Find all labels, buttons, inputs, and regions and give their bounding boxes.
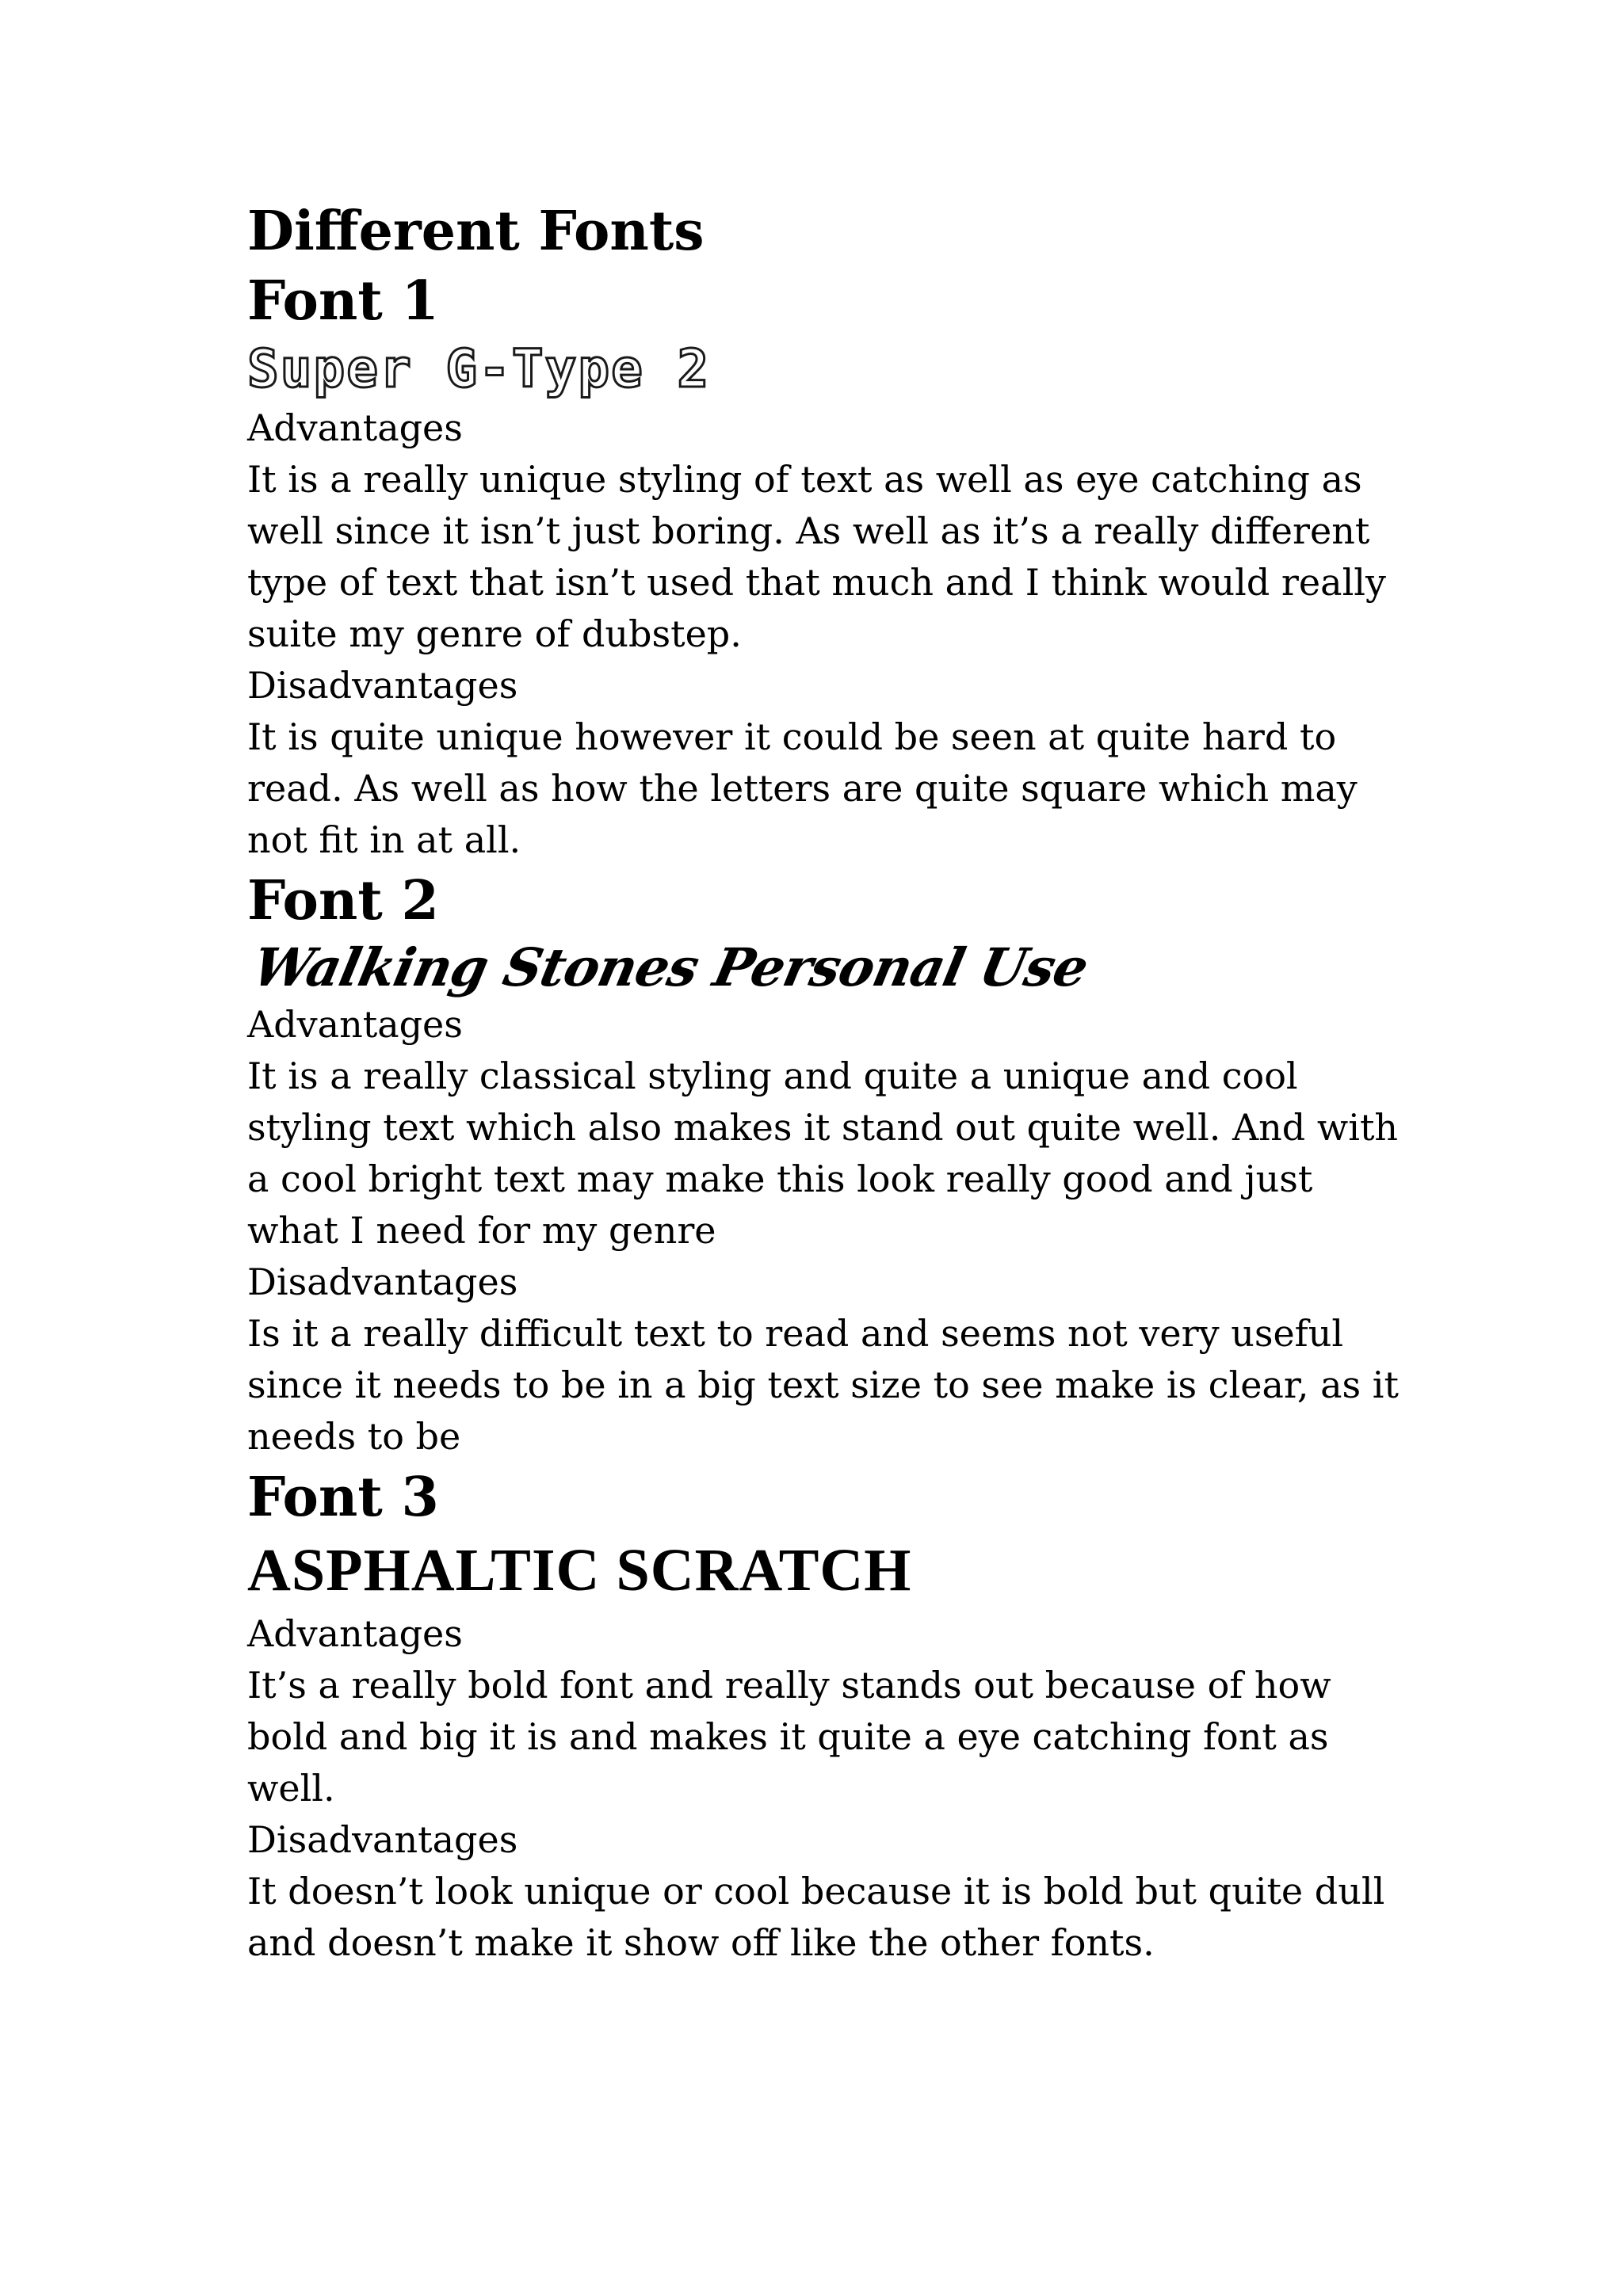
font-1-advantages-text: It is a really unique styling of text as well as eye catching as well since it isn’t just boring. As well as it’s a really different type of text that isn’t used that much and I think would really suite my genre of dubstep. [247, 458, 1386, 655]
font-1-disadvantages-text: It is quite unique however it could be seen at quite hard to read. As well as how the letters are quite square which may not fit in at all. [247, 715, 1358, 861]
font-3-heading: Font 3 [247, 1466, 439, 1529]
font-3-advantages-text: It’s a really bold font and really stands out because of how bold and big it is and makes it quite a eye catching font as well. [247, 1664, 1331, 1810]
font-2-disadvantages-text: Is it a really difficult text to read and seems not very useful since it needs to be in a big text size to see make is clear, as it needs to be [247, 1312, 1399, 1458]
font-2-advantages-label: Advantages [247, 1003, 463, 1046]
document-title: Different Fonts [247, 200, 705, 263]
font-3-disadvantages-text: It doesn’t look unique or cool because it is bold but quite dull and doesn’t make it show off like the other fonts. [247, 1870, 1385, 1964]
font-3-disadvantages-label: Disadvantages [247, 1818, 518, 1861]
font-1-heading: Font 1 [247, 269, 439, 333]
font-1-disadvantages-label: Disadvantages [247, 664, 518, 707]
font-section-3 [247, 1463, 1404, 1969]
document-page [247, 196, 1404, 1969]
font-section-1 [247, 266, 1404, 866]
font-1-sample: Super G-Type 2 [247, 338, 711, 399]
font-3-advantages-label: Advantages [247, 1612, 463, 1655]
font-3-sample: ASPHALTIC SCRATCH [247, 1537, 912, 1604]
font-section-2 [247, 866, 1404, 1463]
font-2-advantages-text: It is a really classical styling and quite a unique and cool styling text which also makes it stand out quite well. And with a cool bright text may make this look really good and just what I need for my genre [247, 1055, 1399, 1252]
font-2-heading: Font 2 [247, 869, 439, 933]
font-2-disadvantages-label: Disadvantages [247, 1261, 518, 1303]
font-2-sample: Walking Stones Personal Use [247, 936, 1094, 998]
font-1-advantages-label: Advantages [247, 406, 463, 449]
